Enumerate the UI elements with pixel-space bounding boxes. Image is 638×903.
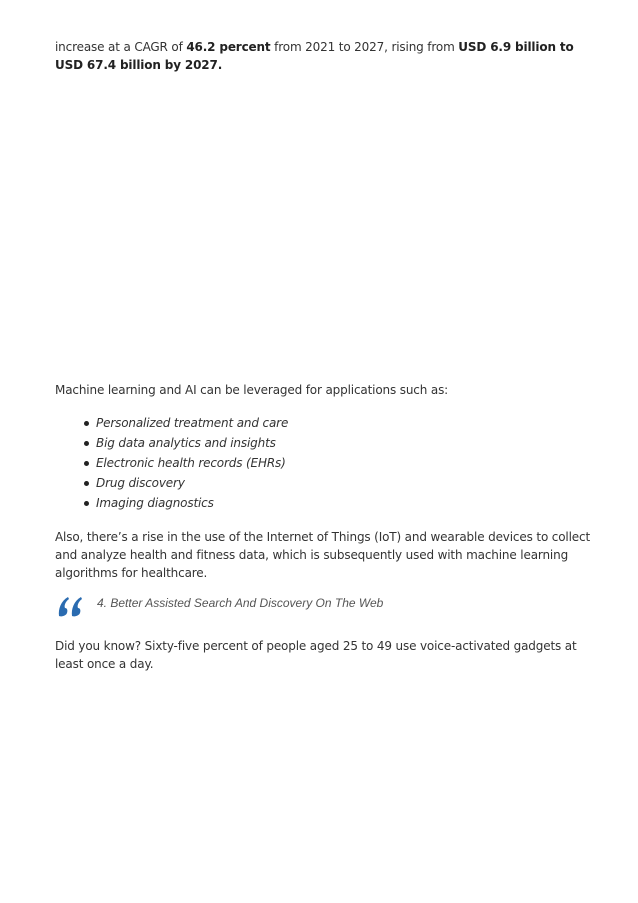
bullet-icon [84,501,89,506]
intro-text-1: increase at a CAGR of [55,40,187,54]
voice-paragraph: Did you know? Sixty-five percent of people aged 25 to 49 use voice-activated gadgets at least once a day. [55,639,577,671]
list-item [55,413,288,433]
list-item-label: Drug discovery [96,476,185,490]
bullet-icon [84,461,89,466]
market-value: USD 6.9 billion to USD 67.4 billion by 2027. [55,40,574,72]
list-item [55,473,288,493]
bullet-icon [84,481,89,486]
intro-paragraph [55,38,605,74]
list-item-label: Big data analytics and insights [96,436,276,450]
bullet-icon [84,421,89,426]
quote-text: 4. Better Assisted Search And Discovery On The Web [97,596,384,610]
list-item [55,453,288,473]
list-item-label: Electronic health records (EHRs) [96,456,286,470]
list-item [55,493,288,513]
list-item-label: Personalized treatment and care [96,416,289,430]
applications-list [55,413,288,513]
quote-mark-icon [55,590,85,620]
list-item [55,433,288,453]
intro-text-2: from 2021 to 2027, rising from [270,40,459,54]
list-item-label: Imaging diagnostics [96,496,214,510]
iot-paragraph: Also, there’s a rise in the use of the Internet of Things (IoT) and wearable devices to collect and analyze health and fitness data, which is subsequently used with machine learning algorithms for healthcare. [55,530,591,580]
ml-intro-paragraph: Machine learning and AI can be leveraged for applications such as: [55,383,449,397]
section-quote [55,590,605,620]
cagr-value: 46.2 percent [186,40,271,54]
bullet-icon [84,441,89,446]
